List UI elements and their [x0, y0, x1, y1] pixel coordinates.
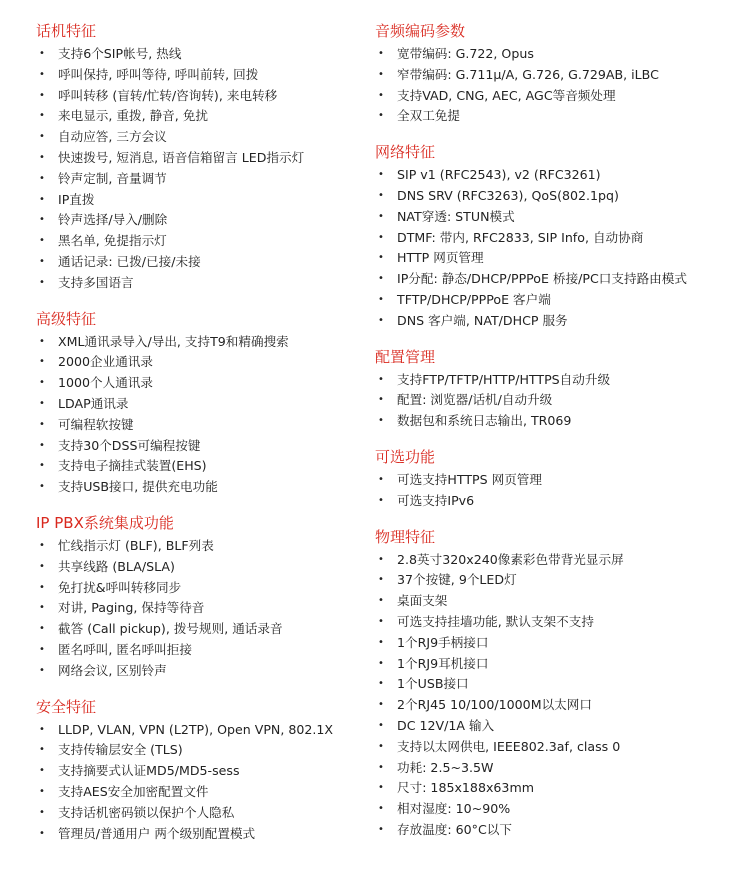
- list-item: [36, 169, 366, 190]
- bullet-icon: •: [39, 377, 45, 389]
- list-item-text: 配置: 浏览器/话机/自动升级: [397, 392, 553, 408]
- list-item: [375, 165, 745, 186]
- list-item-text: 截答 (Call pickup), 拨号规则, 通话录音: [58, 621, 283, 637]
- list-item-text: LDAP通讯录: [58, 395, 129, 411]
- list-item-text: 自动应答, 三方会议: [58, 129, 167, 145]
- list-item: [36, 803, 366, 824]
- bullet-icon: •: [378, 273, 384, 285]
- bullet-icon: •: [378, 699, 384, 711]
- list-item-text: 桌面支架: [397, 593, 448, 609]
- bullet-icon: •: [378, 314, 384, 326]
- list-item: [36, 148, 366, 169]
- list-item: [375, 491, 745, 512]
- list-item: [36, 619, 366, 640]
- bullet-icon: •: [378, 803, 384, 815]
- section-title: 物理特征: [375, 527, 436, 546]
- list-item-text: 1个RJ9耳机接口: [397, 655, 489, 671]
- bullet-icon: •: [378, 636, 384, 648]
- feature-list: [375, 165, 745, 331]
- list-item-text: 1000个人通讯录: [58, 375, 154, 391]
- list-item: [36, 394, 366, 415]
- list-item: [375, 370, 745, 391]
- list-item-text: IP分配: 静态/DHCP/PPPoE 桥接/PC口支持路由模式: [397, 271, 687, 287]
- list-item: [36, 273, 366, 294]
- bullet-icon: •: [378, 574, 384, 586]
- list-item: [375, 758, 745, 779]
- list-item: [375, 411, 745, 432]
- bullet-icon: •: [39, 481, 45, 493]
- left-column-section-1: [36, 306, 366, 498]
- bullet-icon: •: [378, 189, 384, 201]
- bullet-icon: •: [39, 193, 45, 205]
- bullet-icon: •: [39, 744, 45, 756]
- bullet-icon: •: [378, 293, 384, 305]
- list-item-text: 忙线指示灯 (BLF), BLF列表: [58, 537, 214, 553]
- list-item-text: 网络会议, 区别铃声: [58, 662, 167, 678]
- list-item-text: HTTP 网页管理: [397, 250, 484, 266]
- bullet-icon: •: [378, 494, 384, 506]
- list-item: [36, 436, 366, 457]
- bullet-icon: •: [39, 643, 45, 655]
- right-column-section-0: [375, 18, 745, 127]
- right-column-section-2: [375, 344, 745, 432]
- list-item: [375, 612, 745, 633]
- section-title: 安全特征: [36, 697, 97, 716]
- list-item: [375, 470, 745, 491]
- list-item-text: 黑名单, 免提指示灯: [58, 233, 167, 249]
- list-item: [36, 477, 366, 498]
- list-item-text: 支持以太网供电, IEEE802.3af, class 0: [397, 738, 621, 754]
- list-item: [375, 695, 745, 716]
- list-item-text: 支持VAD, CNG, AEC, AGC等音频处理: [397, 87, 616, 103]
- list-item-text: 2.8英寸320x240像素彩色带背光显示屏: [397, 551, 624, 567]
- bullet-icon: •: [39, 623, 45, 635]
- bullet-icon: •: [39, 827, 45, 839]
- section-title: 可选功能: [375, 447, 436, 466]
- feature-list: [375, 470, 745, 512]
- list-item-text: DNS SRV (RFC3263), QoS(802.1pq): [397, 187, 619, 203]
- bullet-icon: •: [39, 110, 45, 122]
- list-item-text: NAT穿透: STUN模式: [397, 208, 515, 224]
- list-item: [375, 248, 745, 269]
- list-item-text: 对讲, Paging, 保持等待音: [58, 600, 205, 616]
- list-item: [375, 86, 745, 107]
- bullet-icon: •: [378, 210, 384, 222]
- right-column-section-1: [375, 139, 745, 331]
- list-item-text: 支持FTP/TFTP/HTTP/HTTPS自动升级: [397, 371, 611, 387]
- bullet-icon: •: [378, 89, 384, 101]
- bullet-icon: •: [378, 48, 384, 59]
- bullet-icon: •: [378, 678, 384, 690]
- list-item: [375, 207, 745, 228]
- bullet-icon: •: [39, 276, 45, 288]
- list-item-text: 数据包和系统日志输出, TR069: [397, 413, 572, 429]
- bullet-icon: •: [39, 723, 45, 735]
- list-item-text: 通话记录: 已拨/已接/未接: [58, 253, 201, 269]
- list-item: [375, 186, 745, 207]
- list-item: [36, 332, 366, 353]
- list-item: [36, 190, 366, 211]
- section-title: 高级特征: [36, 309, 97, 328]
- list-item: [375, 390, 745, 411]
- list-item: [375, 799, 745, 820]
- bullet-icon: •: [378, 231, 384, 243]
- list-item: [375, 106, 745, 127]
- list-item-text: DNS 客户端, NAT/DHCP 服务: [397, 312, 568, 328]
- bullet-icon: •: [39, 806, 45, 818]
- feature-list: [375, 44, 745, 127]
- bullet-icon: •: [39, 172, 45, 184]
- list-item-text: IP直拨: [58, 191, 95, 207]
- list-item: [375, 674, 745, 695]
- list-item-text: 支持多国语言: [58, 274, 134, 290]
- section-title: 网络特征: [375, 143, 436, 162]
- bullet-icon: •: [378, 761, 384, 773]
- list-item-text: 支持摘要式认证MD5/MD5-sess: [58, 763, 240, 779]
- bullet-icon: •: [378, 740, 384, 752]
- bullet-icon: •: [378, 373, 384, 385]
- list-item-text: 2000企业通讯录: [58, 354, 154, 370]
- left-column: [36, 18, 366, 856]
- list-item-text: XML通讯录导入/导出, 支持T9和精确搜索: [58, 333, 289, 349]
- list-item-text: 匿名呼叫, 匿名呼叫拒接: [58, 641, 192, 657]
- bullet-icon: •: [39, 785, 45, 797]
- list-item: [375, 570, 745, 591]
- right-column-section-3: [375, 444, 745, 512]
- section-title: IP PBX系统集成功能: [36, 513, 174, 532]
- list-item-text: 功耗: 2.5~3.5W: [397, 759, 494, 775]
- list-item-text: 可编程软按键: [58, 416, 134, 432]
- bullet-icon: •: [378, 823, 384, 835]
- bullet-icon: •: [378, 68, 384, 80]
- list-item: [36, 598, 366, 619]
- list-item: [36, 352, 366, 373]
- bullet-icon: •: [378, 553, 384, 565]
- list-item: [36, 761, 366, 782]
- bullet-icon: •: [378, 657, 384, 669]
- bullet-icon: •: [39, 235, 45, 247]
- list-item-text: 支持USB接口, 提供充电功能: [58, 479, 218, 495]
- list-item: [36, 578, 366, 599]
- list-item-text: 存放温度: 60°C以下: [397, 821, 512, 837]
- list-item-text: 窄带编码: G.711μ/A, G.726, G.729AB, iLBC: [397, 66, 659, 82]
- list-item: [36, 86, 366, 107]
- feature-list: [36, 332, 366, 498]
- list-item: [375, 737, 745, 758]
- list-item-text: 支持30个DSS可编程按键: [58, 437, 201, 453]
- bullet-icon: •: [378, 473, 384, 485]
- list-item: [36, 720, 366, 741]
- bullet-icon: •: [39, 581, 45, 593]
- section-title: 话机特征: [36, 22, 97, 40]
- bullet-icon: •: [378, 595, 384, 607]
- feature-list: [36, 44, 366, 294]
- list-item: [375, 550, 745, 571]
- list-item-text: DC 12V/1A 输入: [397, 717, 495, 733]
- list-item-text: 支持AES安全加密配置文件: [58, 783, 209, 799]
- section-title: 音频编码参数: [375, 22, 466, 40]
- bullet-icon: •: [378, 169, 384, 181]
- list-item-text: DTMF: 带内, RFC2833, SIP Info, 自动协商: [397, 229, 644, 245]
- left-column-section-0: [36, 18, 366, 294]
- list-item-text: SIP v1 (RFC2543), v2 (RFC3261): [397, 167, 601, 183]
- list-item: [375, 716, 745, 737]
- bullet-icon: •: [39, 602, 45, 614]
- bullet-icon: •: [378, 110, 384, 122]
- list-item: [36, 106, 366, 127]
- section-title: 配置管理: [375, 347, 436, 366]
- list-item-text: 管理员/普通用户 两个级别配置模式: [58, 825, 256, 841]
- bullet-icon: •: [39, 214, 45, 226]
- bullet-icon: •: [39, 539, 45, 551]
- bullet-icon: •: [39, 356, 45, 368]
- bullet-icon: •: [39, 560, 45, 572]
- left-column-section-3: [36, 694, 366, 845]
- list-item-text: 快速拨号, 短消息, 语音信箱留言 LED指示灯: [58, 149, 305, 165]
- list-item: [36, 252, 366, 273]
- bullet-icon: •: [39, 335, 45, 347]
- bullet-icon: •: [39, 765, 45, 777]
- list-item: [36, 231, 366, 252]
- list-item-text: 37个按键, 9个LED灯: [397, 572, 517, 588]
- list-item: [36, 65, 366, 86]
- list-item-text: 1个USB接口: [397, 676, 469, 692]
- list-item: [36, 456, 366, 477]
- list-item-text: 宽带编码: G.722, Opus: [397, 46, 534, 61]
- list-item: [375, 290, 745, 311]
- list-item-text: 可选支持HTTPS 网页管理: [397, 471, 542, 487]
- list-item: [36, 415, 366, 436]
- list-item-text: 支持话机密码锁以保护个人隐私: [58, 804, 235, 820]
- list-item: [36, 824, 366, 845]
- list-item: [375, 269, 745, 290]
- list-item-text: 支持6个SIP帐号, 热线: [58, 46, 182, 61]
- bullet-icon: •: [39, 131, 45, 143]
- list-item-text: 共享线路 (BLA/SLA): [58, 558, 175, 574]
- list-item: [36, 740, 366, 761]
- list-item-text: 1个RJ9手柄接口: [397, 634, 489, 650]
- list-item-text: 呼叫转移 (盲转/忙转/咨询转), 来电转移: [58, 87, 278, 103]
- feature-list: [36, 536, 366, 682]
- list-item-text: 尺寸: 185x188x63mm: [397, 780, 534, 796]
- list-item: [375, 311, 745, 332]
- list-item: [36, 640, 366, 661]
- list-item: [36, 127, 366, 148]
- list-item-text: LLDP, VLAN, VPN (L2TP), Open VPN, 802.1X: [58, 721, 334, 737]
- feature-list: [375, 550, 745, 841]
- list-item-text: 支持传输层安全 (TLS): [58, 742, 183, 758]
- list-item: [375, 228, 745, 249]
- list-item: [36, 373, 366, 394]
- bullet-icon: •: [39, 664, 45, 676]
- right-column-section-4: [375, 524, 745, 841]
- bullet-icon: •: [39, 439, 45, 451]
- bullet-icon: •: [39, 68, 45, 80]
- list-item-text: TFTP/DHCP/PPPoE 客户端: [397, 291, 551, 307]
- list-item: [375, 65, 745, 86]
- list-item-text: 2个RJ45 10/100/1000M以太网口: [397, 697, 592, 713]
- list-item-text: 免打扰&呼叫转移同步: [58, 579, 182, 595]
- list-item: [36, 661, 366, 682]
- feature-list: [36, 720, 366, 845]
- bullet-icon: •: [378, 252, 384, 264]
- list-item-text: 来电显示, 重拨, 静音, 免扰: [58, 108, 208, 124]
- list-item-text: 铃声选择/导入/删除: [58, 212, 168, 228]
- bullet-icon: •: [39, 89, 45, 101]
- bullet-icon: •: [378, 415, 384, 427]
- list-item: [36, 44, 366, 65]
- list-item: [375, 778, 745, 799]
- bullet-icon: •: [39, 460, 45, 472]
- left-column-section-2: [36, 510, 366, 682]
- list-item: [36, 782, 366, 803]
- list-item: [375, 820, 745, 841]
- list-item: [375, 654, 745, 675]
- bullet-icon: •: [39, 397, 45, 409]
- list-item-text: 可选支持挂墙功能, 默认支架不支持: [397, 613, 594, 629]
- list-item: [375, 44, 745, 65]
- bullet-icon: •: [378, 394, 384, 406]
- bullet-icon: •: [378, 719, 384, 731]
- bullet-icon: •: [39, 255, 45, 267]
- list-item: [375, 633, 745, 654]
- list-item: [36, 210, 366, 231]
- bullet-icon: •: [39, 48, 45, 59]
- list-item: [375, 591, 745, 612]
- list-item-text: 相对湿度: 10~90%: [397, 801, 511, 817]
- list-item-text: 支持电子摘挂式装置(EHS): [58, 458, 207, 474]
- right-column: [375, 18, 745, 853]
- bullet-icon: •: [39, 151, 45, 163]
- list-item-text: 铃声定制, 音量调节: [58, 170, 167, 186]
- list-item: [36, 557, 366, 578]
- bullet-icon: •: [39, 418, 45, 430]
- bullet-icon: •: [378, 782, 384, 794]
- feature-list: [375, 370, 745, 432]
- list-item-text: 全双工免提: [397, 108, 460, 124]
- list-item-text: 可选支持IPv6: [397, 492, 475, 508]
- bullet-icon: •: [378, 615, 384, 627]
- list-item: [36, 536, 366, 557]
- list-item-text: 呼叫保持, 呼叫等待, 呼叫前转, 回拨: [58, 66, 259, 82]
